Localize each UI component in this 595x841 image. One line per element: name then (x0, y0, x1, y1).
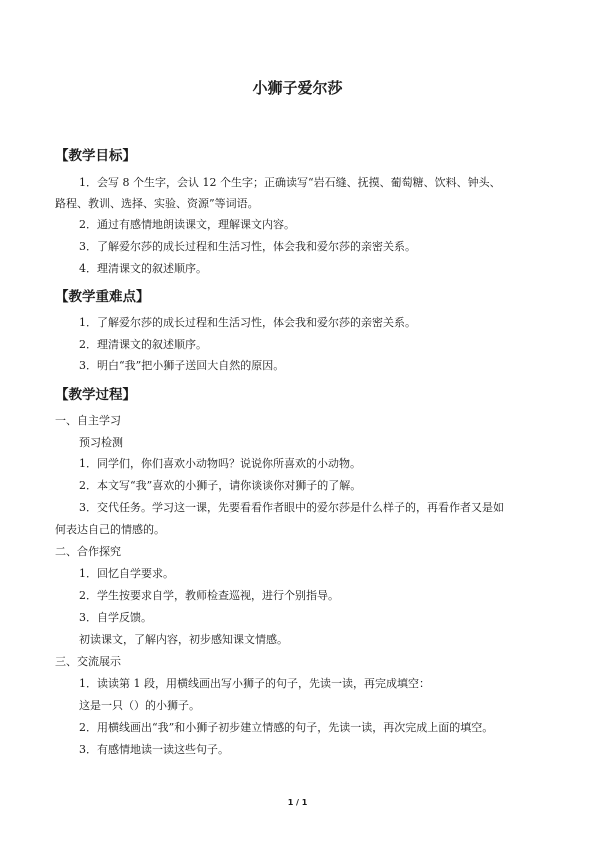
page-title: 小狮子爱尔莎 (252, 79, 343, 97)
goal-item-continued: 路程、教训、选择、实验、资源”等词语。 (55, 197, 259, 210)
process-line: 2．用横线画出“我”和小狮子初步建立情感的句子，先读一读，再次完成上面的填空。 (79, 721, 494, 734)
keypoint-item: 2．理清课文的叙述顺序。 (79, 338, 207, 351)
page-number: 1 / 1 (287, 798, 308, 807)
process-subheading: 二、合作探究 (55, 545, 121, 558)
keypoint-item: 1．了解爱尔莎的成长过程和生活习性，体会我和爱尔莎的亲密关系。 (79, 316, 416, 329)
process-line: 预习检测 (79, 436, 123, 449)
keypoint-item: 3．明白“我”把小狮子送回大自然的原因。 (79, 359, 285, 372)
goal-item: 3．了解爱尔莎的成长过程和生活习性，体会我和爱尔莎的亲密关系。 (79, 240, 416, 253)
process-line: 初读课文，了解内容，初步感知课文情感。 (79, 633, 288, 646)
process-line: 1．同学们，你们喜欢小动物吗？说说你所喜欢的小动物。 (79, 457, 361, 470)
process-line: 3．交代任务。学习这一课，先要看看作者眼中的爱尔莎是什么样子的，再看作者又是如 (79, 501, 504, 514)
process-line: 这是一只（）的小狮子。 (79, 699, 200, 712)
goal-item: 2．通过有感情地朗读课文，理解课文内容。 (79, 218, 295, 231)
process-subheading: 三、交流展示 (55, 655, 121, 668)
process-line: 3．有感情地读一读这些句子。 (79, 743, 229, 756)
process-line: 2．学生按要求自学，教师检查巡视，进行个别指导。 (79, 589, 339, 602)
goal-item: 1．会写 8 个生字，会认 12 个生字；正确读写“岩石缝、抚摸、葡萄糖、饮料、钟头、 (79, 176, 501, 189)
section-heading-keypoints: 【教学重难点】 (55, 289, 150, 305)
goal-item: 4．理清课文的叙述顺序。 (79, 262, 207, 275)
process-line: 1．回忆自学要求。 (79, 567, 174, 580)
section-heading-process: 【教学过程】 (55, 387, 136, 403)
process-line: 1．读读第 1 段，用横线画出写小狮子的句子，先读一读，再完成填空： (79, 677, 430, 690)
process-subheading: 一、自主学习 (55, 414, 121, 427)
process-line-continued: 何表达自己的情感的。 (55, 523, 165, 536)
process-line: 3．自学反馈。 (79, 611, 152, 624)
section-heading-goals: 【教学目标】 (55, 148, 136, 164)
process-line: 2．本文写“我”喜欢的小狮子，请你谈谈你对狮子的了解。 (79, 479, 362, 492)
